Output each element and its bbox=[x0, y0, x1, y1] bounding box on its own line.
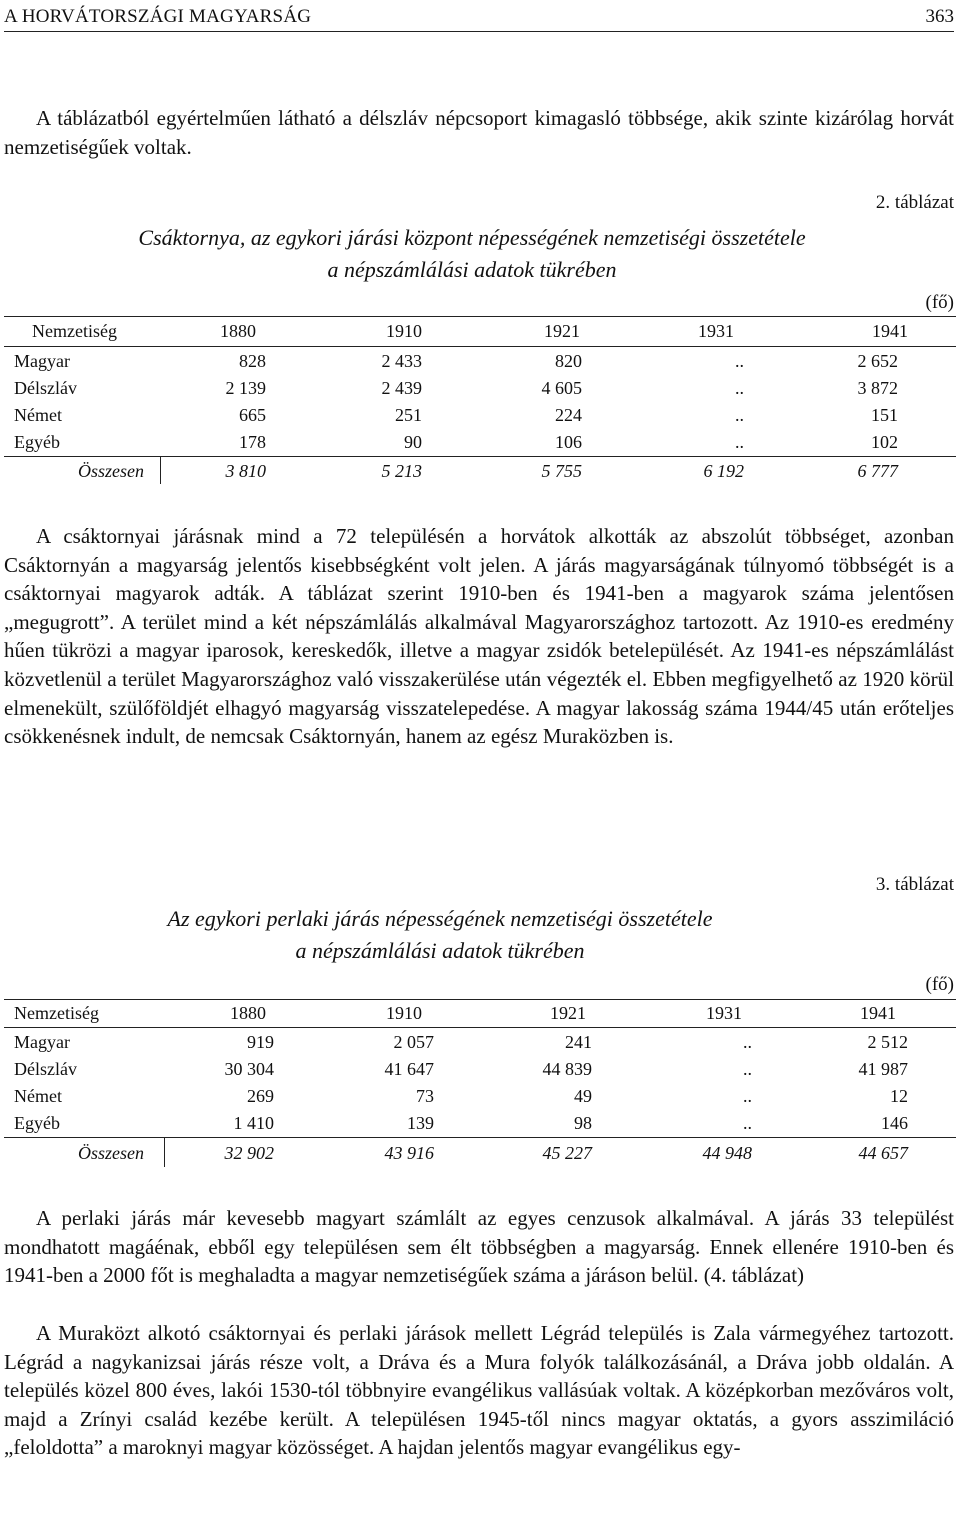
cell: 44 657 bbox=[858, 1143, 908, 1163]
table-3-header-year: 1941 bbox=[860, 1003, 896, 1023]
cell: 241 bbox=[565, 1032, 592, 1052]
cell: 5 755 bbox=[541, 461, 582, 481]
cell: 828 bbox=[239, 351, 266, 371]
total-label: Összesen bbox=[78, 461, 144, 481]
table-2-total-rule bbox=[4, 456, 956, 457]
cell: 102 bbox=[871, 432, 898, 452]
table-3-title-line-2: a népszámlálási adatok tükrében bbox=[295, 938, 585, 963]
cell: 5 213 bbox=[381, 461, 422, 481]
cell: 44 839 bbox=[542, 1059, 592, 1079]
cell: 269 bbox=[247, 1086, 274, 1106]
cell: 45 227 bbox=[542, 1143, 592, 1163]
table-2-header-rule bbox=[4, 346, 956, 347]
paragraph-3: A perlaki járás már kevesebb magyart számlált az egyes cenzusok alkalmával. A járás 33 települést mondhatott magáénak, ebből egy településen sem élt többségben a magyarság. Ennek ellenére 1910-ben és 1941-ben a 2000 főt is meghaladta a magyar nemzetiségűek száma a járáson belül. (4. táblázat) bbox=[4, 1206, 954, 1288]
table-2-top-rule bbox=[4, 316, 956, 317]
cell: 2 057 bbox=[393, 1032, 434, 1052]
cell: 6 777 bbox=[857, 461, 898, 481]
table-3-header-nationality: Nemzetiség bbox=[14, 1003, 99, 1023]
table-2-unit: (fő) bbox=[925, 292, 954, 313]
cell: 3 810 bbox=[225, 461, 266, 481]
paragraph-2: A csáktornyai járásnak mind a 72 településén a horvátok alkották az abszolút többséget, azonban Csáktornyán a magyarság jelentős kisebbségként volt jelen. A járás magyarságának túlnyomó többségét is a csáktornyai magyarok adták. A táblázat szerint 1910-ben és 1941-ben a magyarok száma jelentősen „megugrott”. A terület mind a két népszámlálás alkalmával Magyarországhoz tartozott. Az 1910-es eredmény hűen tükrözi a magyar iparosok, kereskedők, illetve a magyar zsidók betelepülését. Az 1941-es népszámlálást közvetlenül a terület Magyarországhoz való visszakerülése után végezték el. Ebben megfigyelhető az 1920 körül elmenekült, szülőföldjét elhagyó magyarság visszatelepedése. A magyar lakosság száma 1944/45 után erőteljes csökkenésnek indult, de nemcsak Csáktornyán, hanem az egész Muraközben is. bbox=[4, 524, 954, 749]
cell: 3 872 bbox=[857, 378, 898, 398]
table-3 bbox=[4, 999, 956, 1169]
paragraph-4: A Muraközt alkotó csáktornyai és perlaki járások mellett Légrád település is Zala vármegyéhez tartozott. Légrád a nagykanizsai járás része volt, a Dráva és a Mura folyók találkozásánál, a Dráva jobb oldalán. A település közel 800 éves, lakói 1530-tól többnyire evangélikus vallásúak voltak. A középkorban mezőváros volt, majd a Zrínyi család kezébe került. A településen 1945-től nincs magyar oktatás, a gyors asszimiláció „feloldotta” a maroknyi magyar közösséget. A hajdan jelentős magyar evangélikus egy- bbox=[4, 1321, 954, 1460]
table-3-top-rule bbox=[4, 999, 956, 1000]
cell: 73 bbox=[416, 1086, 434, 1106]
cell: 106 bbox=[555, 432, 582, 452]
cell: 665 bbox=[239, 405, 266, 425]
cell: 44 948 bbox=[702, 1143, 752, 1163]
table-2-title-line-2: a népszámlálási adatok tükrében bbox=[327, 257, 617, 282]
table-3-title-line-1: Az egykori perlaki járás népességének nemzetiségi összetétele bbox=[167, 906, 713, 931]
cell: 919 bbox=[247, 1032, 274, 1052]
row-label: Délszláv bbox=[14, 378, 77, 398]
row-label: Egyéb bbox=[14, 432, 60, 452]
cell: 2 652 bbox=[857, 351, 898, 371]
cell: 146 bbox=[881, 1113, 908, 1133]
table-3-header-year: 1931 bbox=[706, 1003, 742, 1023]
cell: 4 605 bbox=[541, 378, 582, 398]
cell: 49 bbox=[574, 1086, 592, 1106]
cell: .. bbox=[743, 1032, 752, 1052]
cell: 32 902 bbox=[224, 1143, 274, 1163]
table-3-total-divider bbox=[164, 1137, 165, 1167]
row-label: Délszláv bbox=[14, 1059, 77, 1079]
cell: 139 bbox=[407, 1113, 434, 1133]
row-label: Német bbox=[14, 1086, 62, 1106]
table-2-header-year: 1910 bbox=[386, 321, 422, 341]
cell: 2 433 bbox=[381, 351, 422, 371]
table-3-unit: (fő) bbox=[925, 974, 954, 995]
cell: .. bbox=[735, 378, 744, 398]
cell: .. bbox=[743, 1086, 752, 1106]
table-3-header-year: 1921 bbox=[550, 1003, 586, 1023]
table-3-label: 3. táblázat bbox=[875, 874, 954, 895]
row-label: Egyéb bbox=[14, 1113, 60, 1133]
cell: 41 647 bbox=[384, 1059, 434, 1079]
cell: 178 bbox=[239, 432, 266, 452]
table-2-total-divider bbox=[160, 456, 161, 484]
table-2-title-line-1: Csáktornya, az egykori járási központ népességének nemzetiségi összetétele bbox=[138, 225, 806, 250]
row-label: Magyar bbox=[14, 1032, 70, 1052]
cell: 2 139 bbox=[225, 378, 266, 398]
cell: 12 bbox=[890, 1086, 908, 1106]
cell: .. bbox=[735, 432, 744, 452]
table-2-header-year: 1880 bbox=[220, 321, 256, 341]
cell: 30 304 bbox=[224, 1059, 274, 1079]
cell: 820 bbox=[555, 351, 582, 371]
table-3-header-rule bbox=[4, 1027, 956, 1028]
paragraph-1: A táblázatból egyértelműen látható a délszláv népcsoport kimagasló többsége, akik szinte kizárólag horvát nemzetiségűek voltak. bbox=[4, 106, 954, 159]
cell: .. bbox=[743, 1059, 752, 1079]
cell: 90 bbox=[404, 432, 422, 452]
page-number: 363 bbox=[925, 6, 954, 27]
cell: 251 bbox=[395, 405, 422, 425]
table-3-header-year: 1880 bbox=[230, 1003, 266, 1023]
cell: 43 916 bbox=[384, 1143, 434, 1163]
total-label: Összesen bbox=[78, 1143, 144, 1163]
table-2-header-nationality: Nemzetiség bbox=[32, 321, 117, 341]
table-3-header-year: 1910 bbox=[386, 1003, 422, 1023]
cell: 1 410 bbox=[233, 1113, 274, 1133]
table-2-header-year: 1921 bbox=[544, 321, 580, 341]
cell: 98 bbox=[574, 1113, 592, 1133]
row-label: Magyar bbox=[14, 351, 70, 371]
running-title: A HORVÁTORSZÁGI MAGYARSÁG bbox=[4, 6, 312, 27]
cell: 224 bbox=[555, 405, 582, 425]
row-label: Német bbox=[14, 405, 62, 425]
table-2-header-year: 1931 bbox=[698, 321, 734, 341]
cell: 2 512 bbox=[867, 1032, 908, 1052]
table-2 bbox=[4, 316, 956, 486]
cell: 151 bbox=[871, 405, 898, 425]
table-2-header-year: 1941 bbox=[872, 321, 908, 341]
cell: .. bbox=[735, 405, 744, 425]
cell: 2 439 bbox=[381, 378, 422, 398]
cell: 6 192 bbox=[703, 461, 744, 481]
cell: .. bbox=[743, 1113, 752, 1133]
running-header bbox=[4, 0, 954, 32]
cell: .. bbox=[735, 351, 744, 371]
table-2-label: 2. táblázat bbox=[875, 192, 954, 213]
cell: 41 987 bbox=[858, 1059, 908, 1079]
table-3-total-rule bbox=[4, 1137, 956, 1138]
